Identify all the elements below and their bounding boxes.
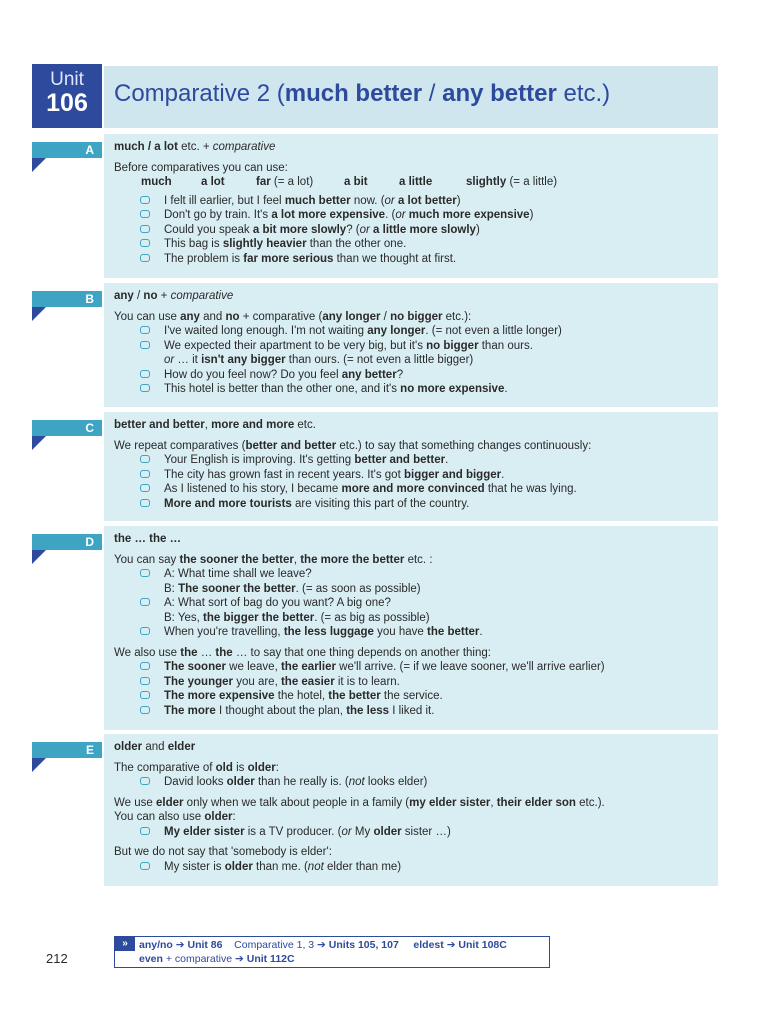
example-line: As I listened to his story, I became more and more convinced that he was lying.	[114, 482, 712, 497]
link-unit-112c[interactable]: Unit 112C	[246, 953, 295, 965]
section-heading: much / a lot etc. + comparative	[114, 141, 276, 153]
unit-label: Unit	[50, 69, 84, 90]
intro-text: You can say the sooner the better, the more the better etc. :	[114, 553, 433, 566]
bullet-icon	[140, 499, 150, 507]
section-heading: any / no + comparative	[114, 290, 234, 302]
link-units-105-107[interactable]: Units 105, 107	[328, 939, 399, 951]
link-unit-86[interactable]: Unit 86	[187, 939, 223, 951]
page-number: 212	[46, 951, 68, 966]
bullet-icon	[140, 254, 150, 262]
example-line: The sooner we leave, the earlier we'll arrive. (= if we leave sooner, we'll arrive earlier)	[114, 660, 712, 675]
section-heading: older and elder	[114, 741, 196, 753]
example-line: Don't go by train. It's a lot more expensive. (or much more expensive)	[114, 208, 712, 223]
bullet-icon	[140, 598, 150, 606]
example-line: I've waited long enough. I'm not waiting any longer. (= not even a little longer)	[114, 324, 712, 339]
example-line: This bag is slightly heavier than the other one.	[114, 237, 712, 252]
bullet-icon	[140, 862, 150, 870]
example-line: Your English is improving. It's getting better and better.	[114, 453, 712, 468]
example-line: This hotel is better than the other one, and it's no more expensive.	[114, 382, 712, 397]
section-tab-d: D	[32, 534, 102, 550]
example-line: B: The sooner the better. (= as soon as possible)	[164, 582, 421, 595]
bullet-icon	[140, 384, 150, 392]
bullet-icon	[140, 627, 150, 635]
example-line: When you're travelling, the less luggage you have the better.	[114, 625, 712, 640]
intro-text: The comparative of old is older:	[114, 761, 279, 774]
section-tab-c: C	[32, 420, 102, 436]
section-d	[104, 526, 718, 730]
cross-reference-line: any/no ➔ Unit 86 Comparative 1, 3 ➔ Units 105, 107 eldest ➔ Unit 108C	[139, 939, 507, 951]
section-heading: better and better, more and more etc.	[114, 419, 316, 431]
example-line: The younger you are, the easier it is to learn.	[114, 675, 712, 690]
cross-reference-line: even + comparative ➔ Unit 112C	[139, 953, 295, 965]
section-a	[104, 134, 718, 278]
bullet-icon	[140, 569, 150, 577]
unit-number: 106	[46, 89, 88, 117]
tab-corner	[32, 436, 46, 450]
double-chevron-icon: »	[115, 937, 135, 951]
example-line: We expected their apartment to be very big, but it's no bigger than ours.	[114, 339, 712, 354]
intro-text: You can also use older:	[114, 811, 236, 823]
tab-corner	[32, 550, 46, 564]
intro-text: We use elder only when we talk about people in a family (my elder sister, their elder son etc.).	[114, 796, 605, 809]
example-line: A: What sort of bag do you want? A big one?	[114, 596, 712, 611]
bullet-icon	[140, 677, 150, 685]
bullet-icon	[140, 777, 150, 785]
link-even[interactable]: even	[139, 953, 163, 965]
example-line: David looks older than he really is. (not looks elder)	[114, 775, 712, 790]
example-line: A: What time shall we leave?	[114, 567, 712, 582]
example-line: My elder sister is a TV producer. (or My older sister …)	[114, 825, 712, 840]
section-tab-b: B	[32, 291, 102, 307]
page-title: Comparative 2 (much better / any better etc.)	[114, 80, 611, 107]
example-line: or … it isn't any bigger than ours. (= not even a little bigger)	[164, 354, 474, 366]
bullet-icon	[140, 225, 150, 233]
example-line: The city has grown fast in recent years. It's got bigger and bigger.	[114, 468, 712, 483]
example-line: My sister is older than me. (not elder than me)	[114, 860, 712, 875]
intro-text: We also use the … the … to say that one thing depends on another thing:	[114, 646, 491, 659]
bullet-icon	[140, 662, 150, 670]
section-e	[104, 734, 718, 886]
bullet-icon	[140, 370, 150, 378]
unit-badge	[32, 64, 102, 128]
section-heading: the … the …	[114, 533, 182, 545]
bullet-icon	[140, 706, 150, 714]
bullet-icon	[140, 691, 150, 699]
word-list: much a lot far (= a lot) a bit a little slightly (= a little)	[141, 176, 558, 188]
intro-text: Before comparatives you can use:	[114, 161, 288, 174]
tab-corner	[32, 758, 46, 772]
section-b	[104, 283, 718, 407]
example-line: B: Yes, the bigger the better. (= as big as possible)	[164, 611, 430, 624]
example-line: More and more tourists are visiting this part of the country.	[114, 497, 712, 512]
bullet-icon	[140, 341, 150, 349]
tab-corner	[32, 158, 46, 172]
bullet-icon	[140, 455, 150, 463]
bullet-icon	[140, 239, 150, 247]
link-unit-108c[interactable]: Unit 108C	[458, 939, 507, 951]
bullet-icon	[140, 484, 150, 492]
link-eldest[interactable]: eldest	[413, 939, 444, 951]
bullet-icon	[140, 196, 150, 204]
section-tab-a: A	[32, 142, 102, 158]
link-any-no[interactable]: any/no	[139, 939, 173, 951]
title-bar	[104, 66, 718, 128]
example-line: The more I thought about the plan, the less I liked it.	[114, 704, 712, 719]
intro-text: You can use any and no + comparative (any longer / no bigger etc.):	[114, 310, 472, 323]
bullet-icon	[140, 210, 150, 218]
example-line: The problem is far more serious than we thought at first.	[114, 252, 712, 267]
bullet-icon	[140, 827, 150, 835]
cross-reference-box	[114, 936, 550, 968]
intro-text: We repeat comparatives (better and better etc.) to say that something changes continuously:	[114, 439, 592, 452]
example-line: How do you feel now? Do you feel any better?	[114, 368, 712, 383]
bullet-icon	[140, 326, 150, 334]
intro-text: But we do not say that 'somebody is elder':	[114, 846, 332, 858]
example-line: Could you speak a bit more slowly? (or a little more slowly)	[114, 223, 712, 238]
section-tab-e: E	[32, 742, 102, 758]
bullet-icon	[140, 470, 150, 478]
section-c	[104, 412, 718, 521]
link-comparative[interactable]: Comparative 1, 3	[234, 939, 315, 951]
example-line: I felt ill earlier, but I feel much better now. (or a lot better)	[114, 194, 712, 209]
tab-corner	[32, 307, 46, 321]
example-line: The more expensive the hotel, the better the service.	[114, 689, 712, 704]
